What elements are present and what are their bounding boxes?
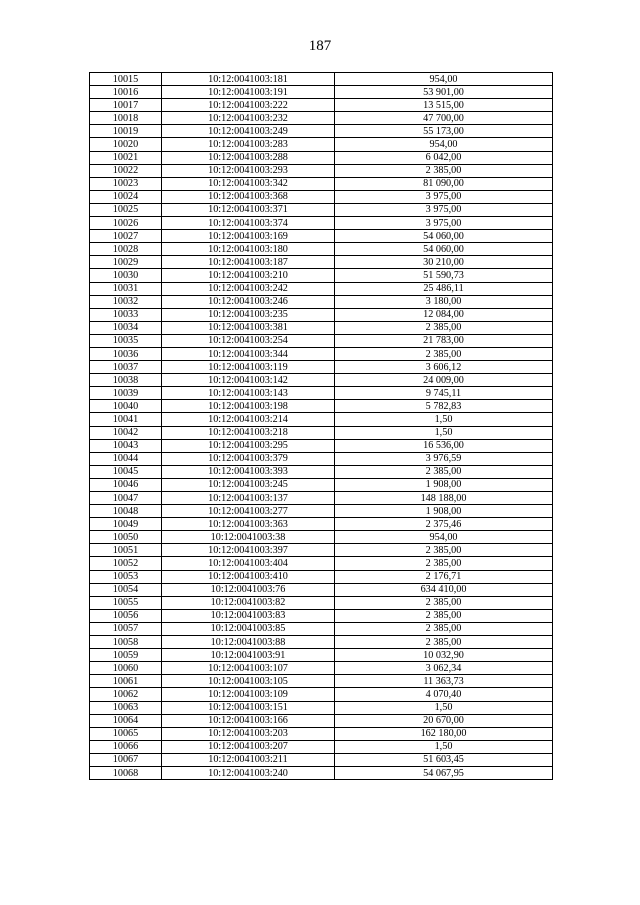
row-number-cell: 10052 (90, 557, 162, 570)
table-row (90, 295, 553, 308)
value-cell: 3 975,00 (335, 203, 553, 216)
table-row (90, 86, 553, 99)
value-cell: 1 908,00 (335, 505, 553, 518)
cadastral-number-cell: 10:12:0041003:393 (162, 465, 335, 478)
row-number-cell: 10065 (90, 727, 162, 740)
value-cell: 3 975,00 (335, 217, 553, 230)
table-row (90, 505, 553, 518)
row-number-cell: 10057 (90, 622, 162, 635)
row-number-cell: 10033 (90, 308, 162, 321)
value-cell: 954,00 (335, 138, 553, 151)
row-number-cell: 10030 (90, 269, 162, 282)
row-number-cell: 10064 (90, 714, 162, 727)
row-number-cell: 10029 (90, 256, 162, 269)
value-cell: 4 070,40 (335, 688, 553, 701)
row-number-cell: 10066 (90, 740, 162, 753)
value-cell: 10 032,90 (335, 649, 553, 662)
row-number-cell: 10058 (90, 636, 162, 649)
row-number-cell: 10025 (90, 203, 162, 216)
table-row (90, 321, 553, 334)
table-row (90, 518, 553, 531)
row-number-cell: 10056 (90, 609, 162, 622)
value-cell: 51 590,73 (335, 269, 553, 282)
value-cell: 51 603,45 (335, 753, 553, 766)
table-row (90, 243, 553, 256)
value-cell: 13 515,00 (335, 99, 553, 112)
value-cell: 148 188,00 (335, 492, 553, 505)
row-number-cell: 10027 (90, 230, 162, 243)
table-row (90, 256, 553, 269)
table-row (90, 334, 553, 347)
cadastral-number-cell: 10:12:0041003:363 (162, 518, 335, 531)
cadastral-number-cell: 10:12:0041003:187 (162, 256, 335, 269)
row-number-cell: 10046 (90, 478, 162, 491)
table-row (90, 164, 553, 177)
table-row (90, 439, 553, 452)
value-cell: 53 901,00 (335, 86, 553, 99)
value-cell: 30 210,00 (335, 256, 553, 269)
table-body (90, 73, 553, 780)
cadastral-number-cell: 10:12:0041003:88 (162, 636, 335, 649)
row-number-cell: 10051 (90, 544, 162, 557)
row-number-cell: 10016 (90, 86, 162, 99)
row-number-cell: 10054 (90, 583, 162, 596)
value-cell: 954,00 (335, 73, 553, 86)
cadastral-number-cell: 10:12:0041003:210 (162, 269, 335, 282)
cadastral-number-cell: 10:12:0041003:242 (162, 282, 335, 295)
row-number-cell: 10061 (90, 675, 162, 688)
row-number-cell: 10050 (90, 531, 162, 544)
value-cell: 162 180,00 (335, 727, 553, 740)
row-number-cell: 10021 (90, 151, 162, 164)
row-number-cell: 10043 (90, 439, 162, 452)
row-number-cell: 10026 (90, 217, 162, 230)
table-row (90, 269, 553, 282)
table-row (90, 544, 553, 557)
table-row (90, 701, 553, 714)
row-number-cell: 10040 (90, 400, 162, 413)
table-row (90, 727, 553, 740)
cadastral-number-cell: 10:12:0041003:254 (162, 334, 335, 347)
value-cell: 634 410,00 (335, 583, 553, 596)
row-number-cell: 10022 (90, 164, 162, 177)
value-cell: 5 782,83 (335, 400, 553, 413)
table-row (90, 99, 553, 112)
value-cell: 2 385,00 (335, 544, 553, 557)
table-row (90, 426, 553, 439)
value-cell: 3 180,00 (335, 295, 553, 308)
row-number-cell: 10024 (90, 190, 162, 203)
cadastral-number-cell: 10:12:0041003:222 (162, 99, 335, 112)
value-cell: 2 385,00 (335, 321, 553, 334)
cadastral-number-cell: 10:12:0041003:277 (162, 505, 335, 518)
table-row (90, 662, 553, 675)
value-cell: 2 385,00 (335, 557, 553, 570)
cadastral-number-cell: 10:12:0041003:235 (162, 308, 335, 321)
value-cell: 2 385,00 (335, 609, 553, 622)
table-row (90, 138, 553, 151)
cadastral-number-cell: 10:12:0041003:214 (162, 413, 335, 426)
table-row (90, 413, 553, 426)
row-number-cell: 10060 (90, 662, 162, 675)
table-row (90, 714, 553, 727)
row-number-cell: 10055 (90, 596, 162, 609)
table-row (90, 452, 553, 465)
row-number-cell: 10031 (90, 282, 162, 295)
cadastral-number-cell: 10:12:0041003:404 (162, 557, 335, 570)
cadastral-number-cell: 10:12:0041003:207 (162, 740, 335, 753)
table-row (90, 622, 553, 635)
cadastral-number-cell: 10:12:0041003:191 (162, 86, 335, 99)
value-cell: 9 745,11 (335, 387, 553, 400)
row-number-cell: 10068 (90, 766, 162, 779)
cadastral-number-cell: 10:12:0041003:105 (162, 675, 335, 688)
row-number-cell: 10036 (90, 347, 162, 360)
table-row (90, 125, 553, 138)
row-number-cell: 10035 (90, 334, 162, 347)
cadastral-number-cell: 10:12:0041003:283 (162, 138, 335, 151)
cadastral-number-cell: 10:12:0041003:397 (162, 544, 335, 557)
row-number-cell: 10063 (90, 701, 162, 714)
value-cell: 16 536,00 (335, 439, 553, 452)
table-row (90, 112, 553, 125)
cadastral-number-cell: 10:12:0041003:410 (162, 570, 335, 583)
value-cell: 12 084,00 (335, 308, 553, 321)
cadastral-number-cell: 10:12:0041003:381 (162, 321, 335, 334)
value-cell: 2 385,00 (335, 347, 553, 360)
value-cell: 3 976,59 (335, 452, 553, 465)
table-row (90, 492, 553, 505)
row-number-cell: 10049 (90, 518, 162, 531)
table-row (90, 649, 553, 662)
value-cell: 2 385,00 (335, 636, 553, 649)
value-cell: 6 042,00 (335, 151, 553, 164)
cadastral-number-cell: 10:12:0041003:198 (162, 400, 335, 413)
value-cell: 2 176,71 (335, 570, 553, 583)
value-cell: 2 385,00 (335, 465, 553, 478)
cadastral-number-cell: 10:12:0041003:249 (162, 125, 335, 138)
cadastral-number-cell: 10:12:0041003:137 (162, 492, 335, 505)
value-cell: 2 385,00 (335, 164, 553, 177)
value-cell: 954,00 (335, 531, 553, 544)
cadastral-number-cell: 10:12:0041003:295 (162, 439, 335, 452)
cadastral-number-cell: 10:12:0041003:368 (162, 190, 335, 203)
value-cell: 21 783,00 (335, 334, 553, 347)
table-row (90, 151, 553, 164)
row-number-cell: 10059 (90, 649, 162, 662)
table-row (90, 675, 553, 688)
table-row (90, 557, 553, 570)
table-row (90, 531, 553, 544)
cadastral-number-cell: 10:12:0041003:246 (162, 295, 335, 308)
cadastral-number-cell: 10:12:0041003:342 (162, 177, 335, 190)
table-row (90, 766, 553, 779)
cadastral-number-cell: 10:12:0041003:181 (162, 73, 335, 86)
row-number-cell: 10047 (90, 492, 162, 505)
table-row (90, 347, 553, 360)
row-number-cell: 10037 (90, 361, 162, 374)
table-row (90, 73, 553, 86)
table-row (90, 308, 553, 321)
cadastral-number-cell: 10:12:0041003:85 (162, 622, 335, 635)
row-number-cell: 10028 (90, 243, 162, 256)
row-number-cell: 10017 (90, 99, 162, 112)
table-row (90, 230, 553, 243)
table-row (90, 570, 553, 583)
value-cell: 81 090,00 (335, 177, 553, 190)
cadastral-number-cell: 10:12:0041003:288 (162, 151, 335, 164)
value-cell: 1,50 (335, 740, 553, 753)
table-row (90, 753, 553, 766)
cadastral-number-cell: 10:12:0041003:293 (162, 164, 335, 177)
row-number-cell: 10039 (90, 387, 162, 400)
table-row (90, 203, 553, 216)
table-row (90, 387, 553, 400)
cadastral-number-cell: 10:12:0041003:107 (162, 662, 335, 675)
row-number-cell: 10018 (90, 112, 162, 125)
row-number-cell: 10032 (90, 295, 162, 308)
cadastral-number-cell: 10:12:0041003:203 (162, 727, 335, 740)
value-cell: 11 363,73 (335, 675, 553, 688)
row-number-cell: 10019 (90, 125, 162, 138)
row-number-cell: 10034 (90, 321, 162, 334)
row-number-cell: 10042 (90, 426, 162, 439)
cadastral-number-cell: 10:12:0041003:38 (162, 531, 335, 544)
value-cell: 1,50 (335, 413, 553, 426)
table-row (90, 400, 553, 413)
row-number-cell: 10015 (90, 73, 162, 86)
value-cell: 54 060,00 (335, 243, 553, 256)
cadastral-number-cell: 10:12:0041003:240 (162, 766, 335, 779)
row-number-cell: 10038 (90, 374, 162, 387)
cadastral-number-cell: 10:12:0041003:211 (162, 753, 335, 766)
row-number-cell: 10062 (90, 688, 162, 701)
row-number-cell: 10048 (90, 505, 162, 518)
cadastral-number-cell: 10:12:0041003:82 (162, 596, 335, 609)
page-number: 187 (308, 38, 332, 54)
table-row (90, 177, 553, 190)
table-row (90, 282, 553, 295)
cadastral-number-cell: 10:12:0041003:374 (162, 217, 335, 230)
value-cell: 3 975,00 (335, 190, 553, 203)
table-row (90, 609, 553, 622)
value-cell: 2 385,00 (335, 622, 553, 635)
value-cell: 20 670,00 (335, 714, 553, 727)
value-cell: 54 060,00 (335, 230, 553, 243)
value-cell: 1,50 (335, 426, 553, 439)
cadastral-number-cell: 10:12:0041003:91 (162, 649, 335, 662)
table-row (90, 688, 553, 701)
cadastral-number-cell: 10:12:0041003:83 (162, 609, 335, 622)
value-cell: 3 062,34 (335, 662, 553, 675)
cadastral-table (89, 72, 553, 780)
cadastral-number-cell: 10:12:0041003:169 (162, 230, 335, 243)
cadastral-number-cell: 10:12:0041003:151 (162, 701, 335, 714)
table-row (90, 478, 553, 491)
value-cell: 47 700,00 (335, 112, 553, 125)
value-cell: 54 067,95 (335, 766, 553, 779)
row-number-cell: 10023 (90, 177, 162, 190)
value-cell: 2 385,00 (335, 596, 553, 609)
cadastral-number-cell: 10:12:0041003:344 (162, 347, 335, 360)
table-row (90, 596, 553, 609)
value-cell: 25 486,11 (335, 282, 553, 295)
row-number-cell: 10044 (90, 452, 162, 465)
cadastral-number-cell: 10:12:0041003:166 (162, 714, 335, 727)
cadastral-number-cell: 10:12:0041003:245 (162, 478, 335, 491)
cadastral-number-cell: 10:12:0041003:180 (162, 243, 335, 256)
cadastral-number-cell: 10:12:0041003:143 (162, 387, 335, 400)
cadastral-number-cell: 10:12:0041003:76 (162, 583, 335, 596)
cadastral-number-cell: 10:12:0041003:119 (162, 361, 335, 374)
table-row (90, 361, 553, 374)
table-row (90, 740, 553, 753)
cadastral-number-cell: 10:12:0041003:142 (162, 374, 335, 387)
table-row (90, 583, 553, 596)
cadastral-number-cell: 10:12:0041003:371 (162, 203, 335, 216)
row-number-cell: 10053 (90, 570, 162, 583)
value-cell: 2 375,46 (335, 518, 553, 531)
cadastral-number-cell: 10:12:0041003:379 (162, 452, 335, 465)
value-cell: 24 009,00 (335, 374, 553, 387)
table-row (90, 636, 553, 649)
table-row (90, 374, 553, 387)
value-cell: 3 606,12 (335, 361, 553, 374)
cadastral-number-cell: 10:12:0041003:232 (162, 112, 335, 125)
table-row (90, 465, 553, 478)
cadastral-number-cell: 10:12:0041003:109 (162, 688, 335, 701)
row-number-cell: 10020 (90, 138, 162, 151)
value-cell: 55 173,00 (335, 125, 553, 138)
cadastral-number-cell: 10:12:0041003:218 (162, 426, 335, 439)
table-row (90, 190, 553, 203)
table-row (90, 217, 553, 230)
value-cell: 1,50 (335, 701, 553, 714)
row-number-cell: 10041 (90, 413, 162, 426)
row-number-cell: 10067 (90, 753, 162, 766)
row-number-cell: 10045 (90, 465, 162, 478)
value-cell: 1 908,00 (335, 478, 553, 491)
